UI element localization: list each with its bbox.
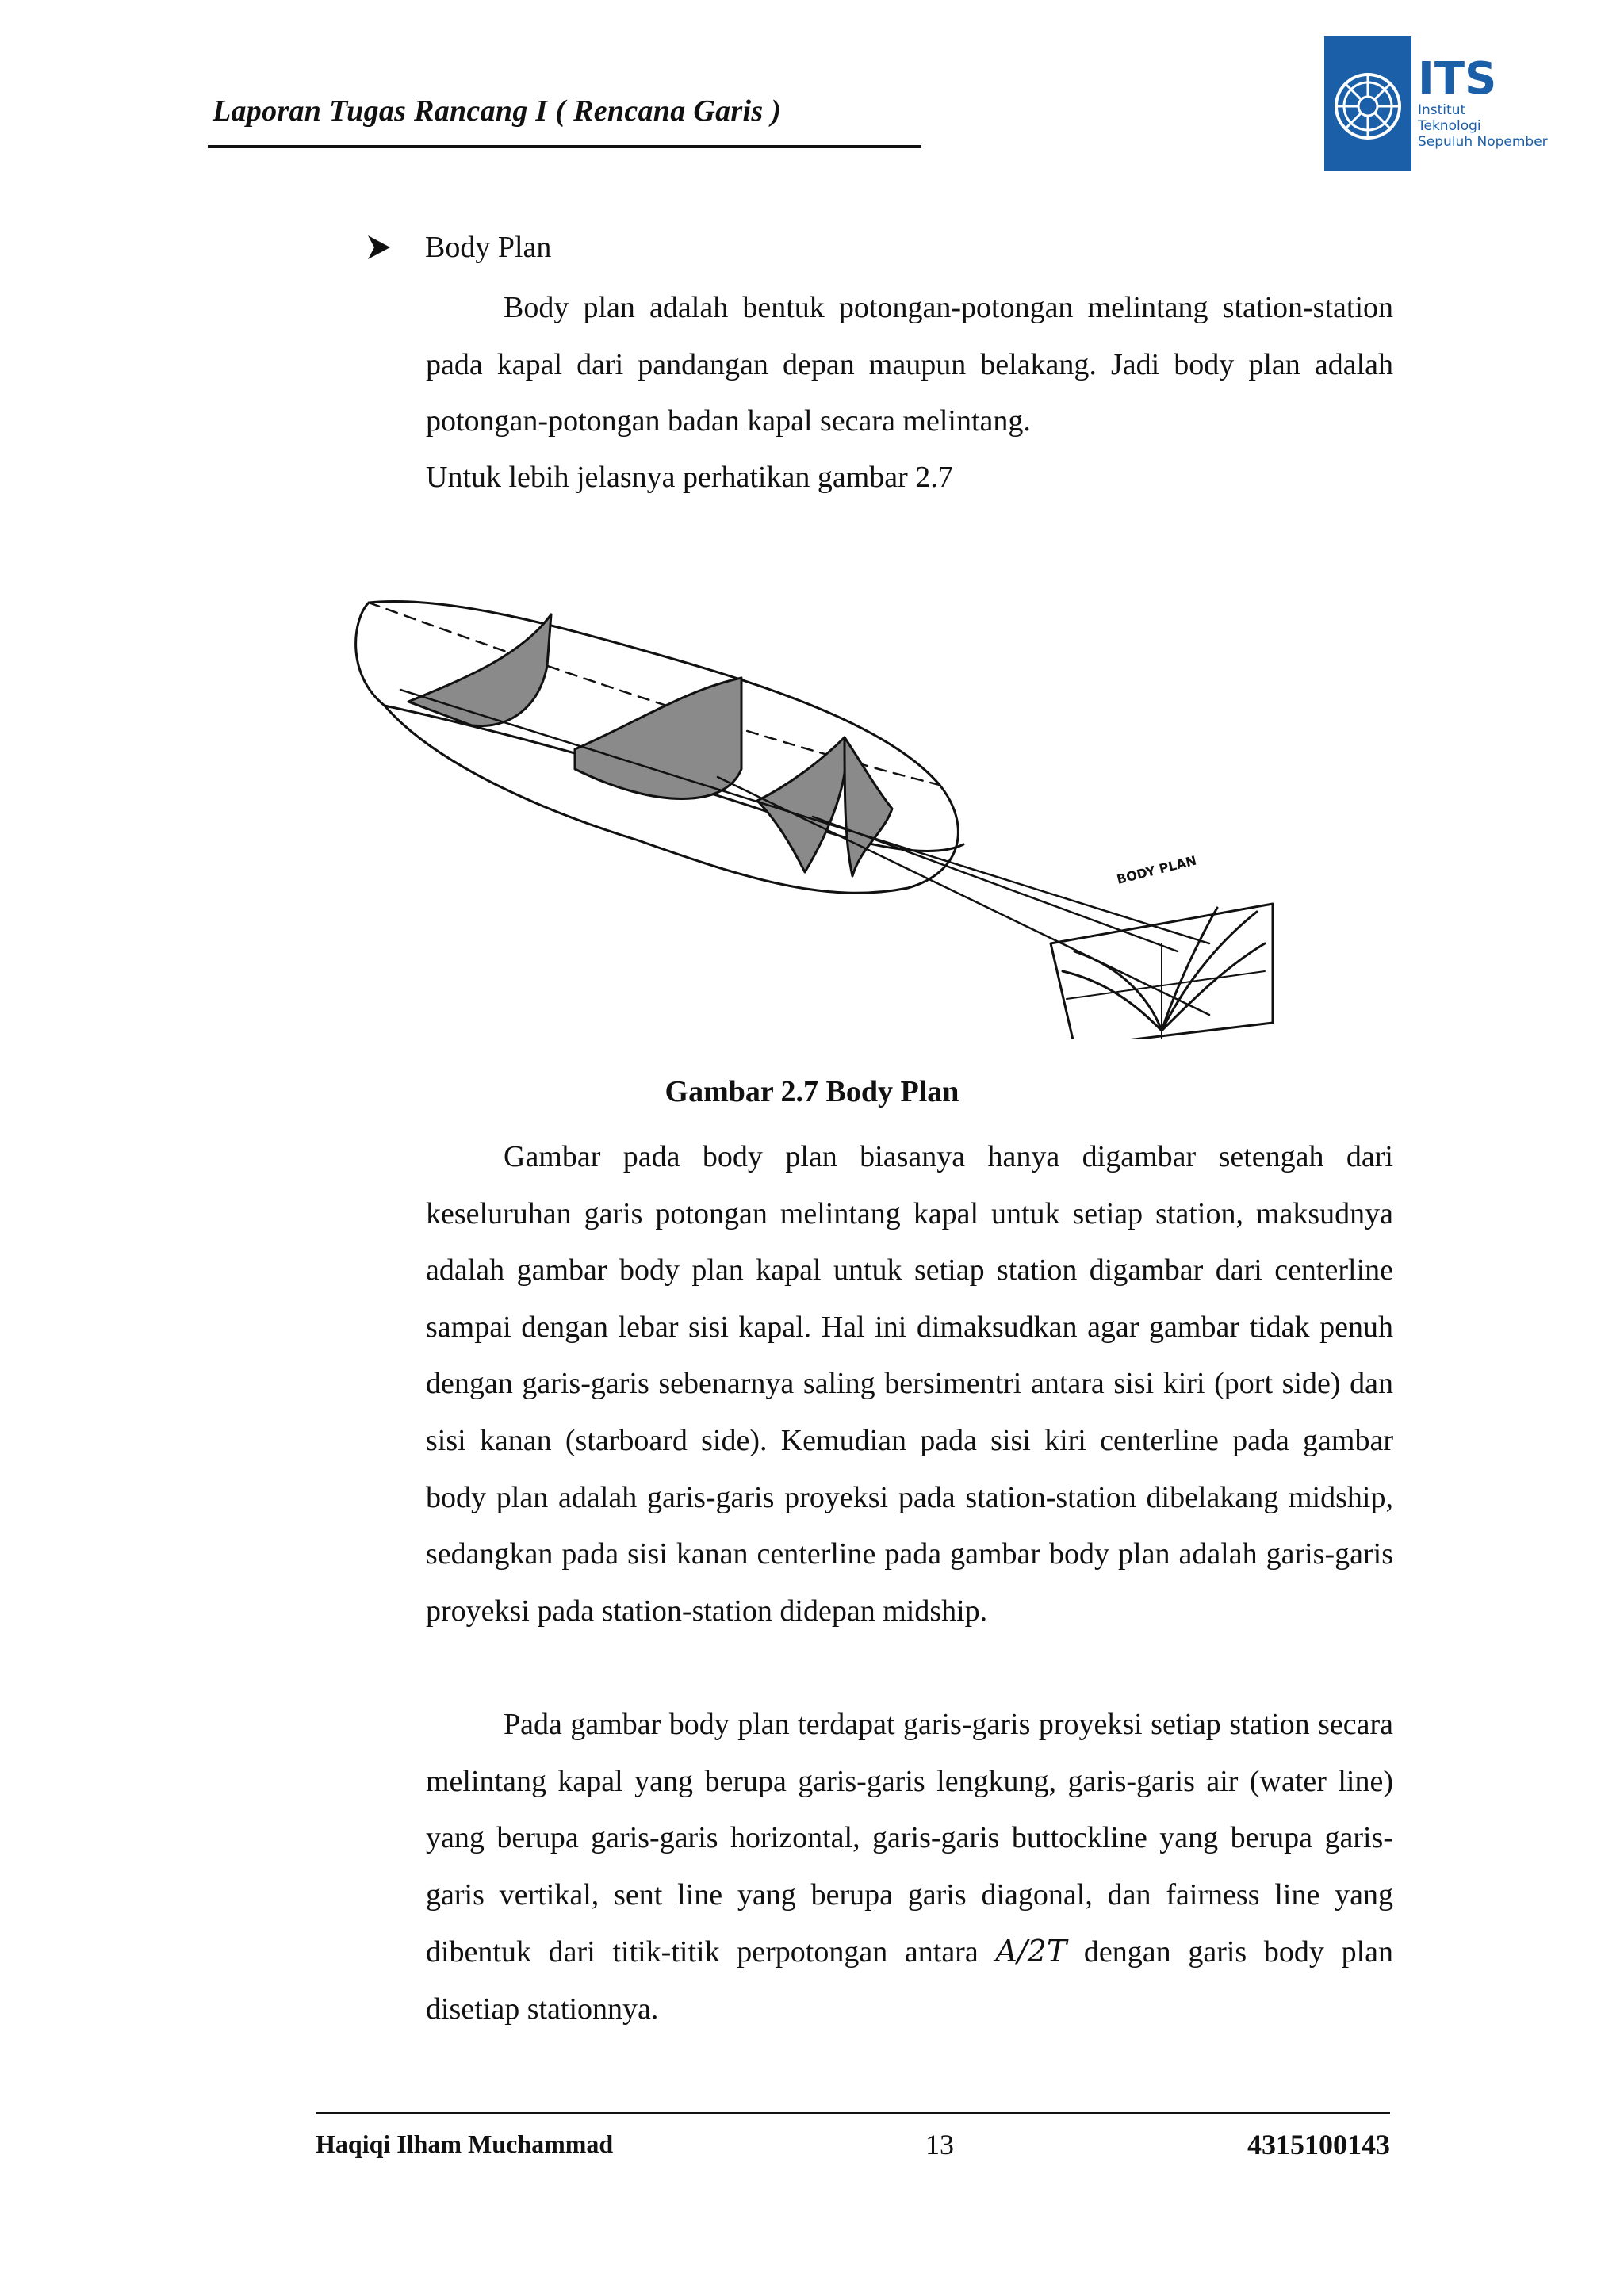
section-shaded-fore (757, 737, 846, 872)
section-heading: Body Plan (425, 231, 552, 264)
projection-line-2 (718, 777, 1209, 1015)
body-paragraph-2: Gambar pada body plan biasanya hanya digambar setengah dari keseluruhan garis potongan melintang kapal untuk setiap station, maksudnya adalah gambar body plan kapal untuk setiap station digambar dari centerline sampai dengan lebar sisi kapal. Hal ini dimaksudkan agar gambar tidak penuh dengan garis-garis sebenarnya saling bersimentri antara sisi kiri (port side) dan sisi kanan (starboard side). Kemudian pada sisi kiri centerline pada gambar body plan adalah garis-garis proyeksi pada station-station dibelakang midship, sedangkan pada sisi kanan centerline pada gambar body plan adalah garis-garis proyeksi pada station-station didepan midship. (426, 1140, 1393, 1628)
intro-paragraph: Body plan adalah bentuk potongan-potongan melintang station-station pada kapal dari pandangan depan maupun belakang. Jadi body plan adalah potongan-potongan badan kapal secara melintang. (426, 291, 1393, 438)
body-paragraph-3-text: Pada gambar body plan terdapat garis-garis proyeksi setiap station secara melintang kapal yang berupa garis-garis lengkung, garis-garis air (water line) yang berupa garis-garis horizontal, garis-garis buttockline yang berupa garis-garis vertikal, sent line yang berupa garis diagonal, dan fairness line yang dibentuk dari titik-titik perpotongan antara (426, 1708, 1393, 1969)
body-plan-figure (337, 571, 1289, 1039)
arrow-bullet-icon (366, 234, 392, 261)
figure-caption: Gambar 2.7 Body Plan (665, 1075, 959, 1108)
section-shaded-aft (408, 614, 551, 726)
its-logo (1323, 36, 1561, 171)
math-expression: A/2T (995, 1934, 1067, 1969)
logo-line2: Teknologi (1418, 118, 1481, 134)
body-plan-curve-1 (1063, 912, 1257, 1031)
header-title: Laporan Tugas Rancang I ( Rencana Garis ) (213, 94, 782, 128)
body-plan-curve-3 (1162, 908, 1217, 1031)
logo-line1: Institut (1418, 102, 1466, 118)
footer-author: Haqiqi Ilham Muchammad (316, 2130, 614, 2158)
projection-line-1 (400, 690, 1209, 943)
header-divider (208, 145, 921, 148)
body-paragraph-3 (426, 1697, 1393, 2038)
logo-wordmark: ITS (1418, 53, 1497, 105)
intro-figure-reference: Untuk lebih jelasnya perhatikan gambar 2.7 (426, 461, 953, 494)
section-shaded-bow (845, 737, 892, 876)
section-shaded-mid (575, 678, 741, 799)
logo-line3: Sepuluh Nopember (1418, 134, 1548, 150)
footer-student-id: 4315100143 (1247, 2129, 1390, 2160)
body-plan-inscription: BODY PLAN (1115, 852, 1198, 887)
footer-divider (316, 2112, 1390, 2114)
body-paragraph-3-end: dengan garis body plan disetiap stationnya. (426, 1935, 1394, 2026)
section-heading-row (366, 230, 551, 265)
footer-page-number: 13 (925, 2129, 954, 2160)
